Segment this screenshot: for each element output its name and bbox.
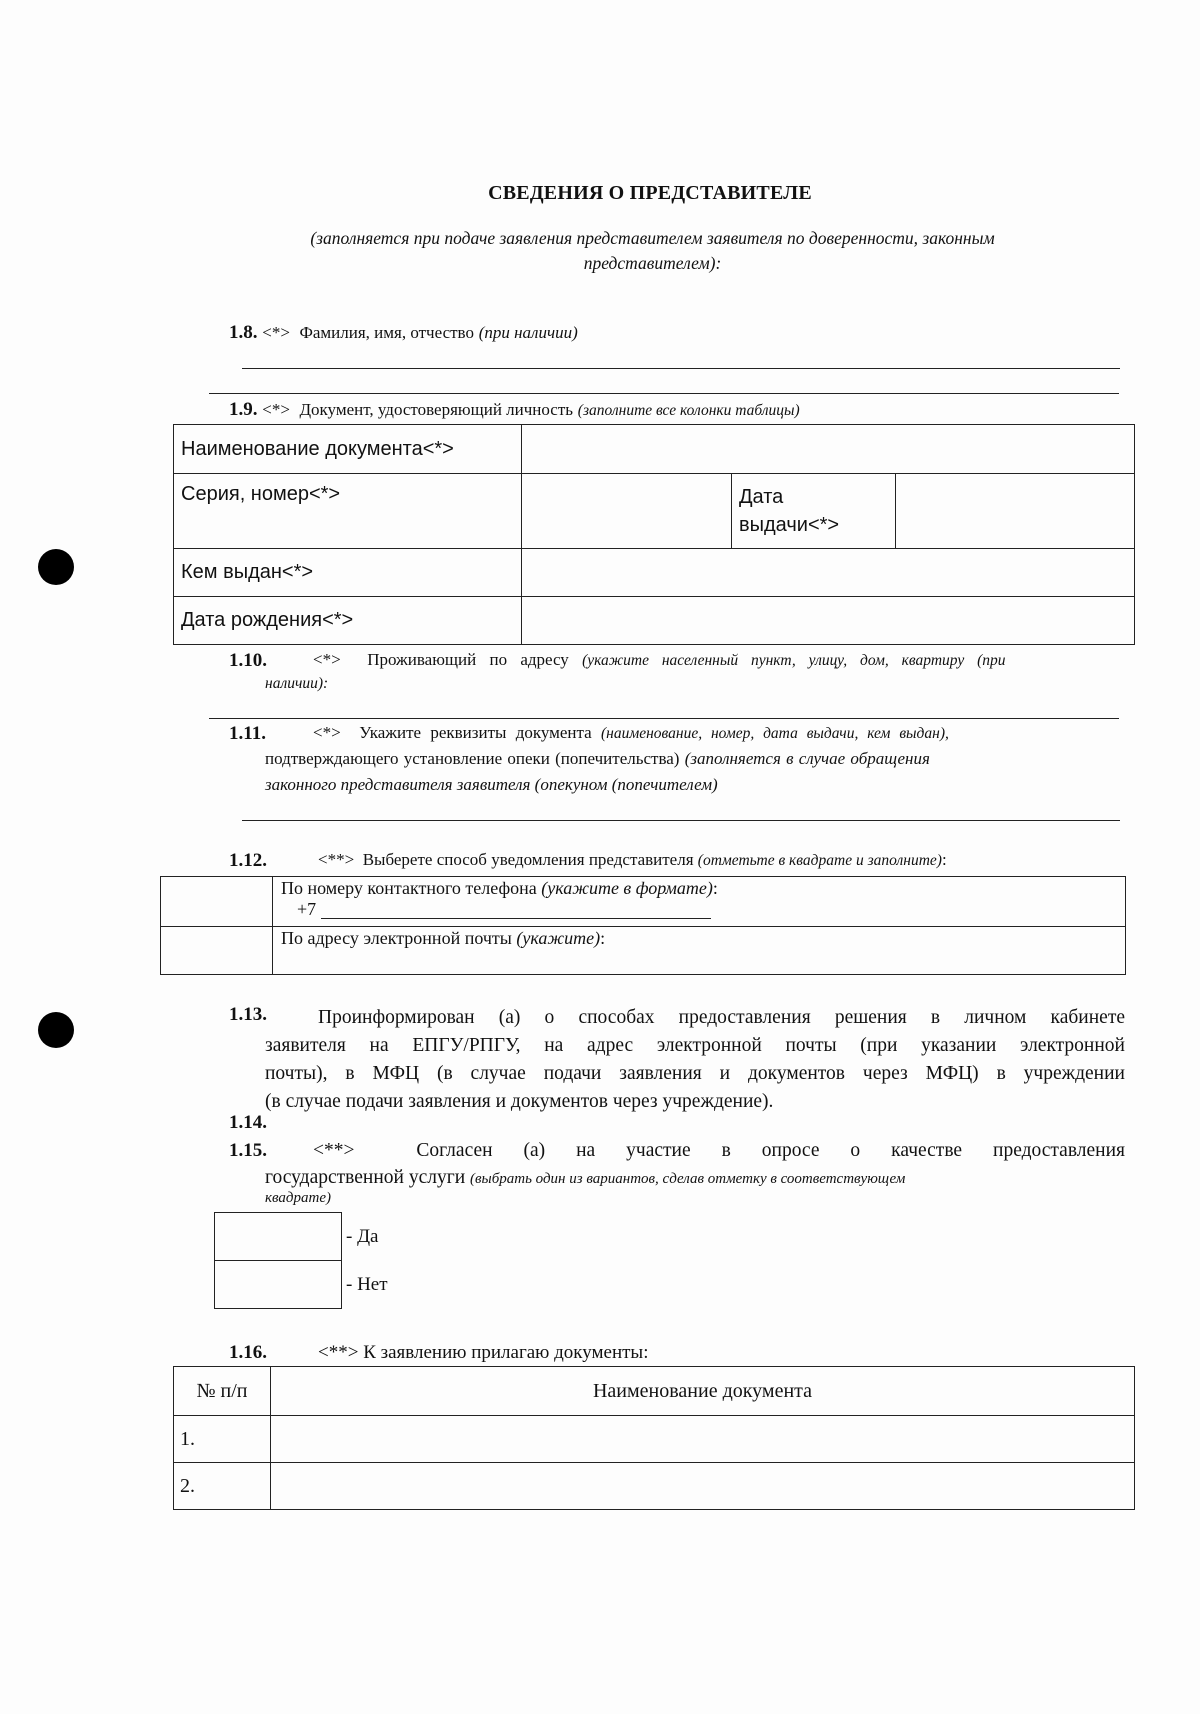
phone-prefix: +7: [297, 899, 317, 919]
survey-no-checkbox[interactable]: [214, 1260, 342, 1309]
survey-yes-label: - Да: [346, 1226, 379, 1247]
item-1-11-line1: <*> Укажите реквизиты документа (наименование, номер, дата выдачи, кем выдан),: [313, 723, 949, 742]
doc-name-field[interactable]: [522, 425, 1135, 474]
punch-hole-top: [38, 549, 74, 585]
row-number: 2.: [174, 1463, 271, 1510]
doc-name-label: Наименование документа<*>: [174, 425, 522, 474]
issue-date-label: Дата выдачи<*>: [732, 474, 896, 549]
col-header-name: Наименование документа: [271, 1367, 1135, 1416]
item-1-13-text: Проинформирован (а) о способах предоставления решения в личном кабинете заявителя на ЕПГУ/РПГУ, на адрес электронной почты (при указании электронной почты), в МФЦ (в случае подачи заявления и документов через МФЦ) в учреждении (в случае подачи заявления и документов через учреждение).: [265, 1007, 1125, 1112]
item-1-11-number: 1.11.: [229, 723, 266, 744]
row-document-name[interactable]: [271, 1463, 1135, 1510]
row-document-name[interactable]: [271, 1416, 1135, 1463]
phone-option: По номеру контактного телефона (укажите в формате): +7: [273, 877, 1126, 927]
issued-by-label: Кем выдан<*>: [174, 549, 522, 597]
item-1-10-note-cont: наличии):: [265, 675, 329, 692]
item-1-13-number: 1.13.: [229, 1004, 267, 1025]
email-option: По адресу электронной почты (укажите):: [273, 927, 1126, 975]
table-row: [174, 1463, 1135, 1510]
birth-date-field[interactable]: [522, 597, 1135, 645]
page-title: СВЕДЕНИЯ О ПРЕДСТАВИТЕЛЕ: [488, 182, 812, 204]
email-checkbox[interactable]: [161, 927, 273, 975]
guardianship-line: [242, 820, 1120, 821]
item-1-11-line2: подтверждающего установление опеки (попечительства) (заполняется в случае обращения: [265, 749, 930, 768]
item-1-15-line1: <**> Согласен (а) на участие в опросе о качестве предоставления: [313, 1140, 1126, 1161]
item-1-15-line2: государственной услуги (выбрать один из вариантов, сделав отметку в соответствующем: [265, 1167, 906, 1188]
punch-hole-bottom: [38, 1012, 74, 1048]
item-1-16-number: 1.16.: [229, 1342, 267, 1363]
fio-line-2: [209, 393, 1119, 394]
item-1-14-number: 1.14.: [229, 1112, 267, 1133]
item-1-9: 1.9. <*> Документ, удостоверяющий личность (заполните все колонки таблицы): [229, 399, 800, 420]
item-1-15-note-cont: квадрате): [265, 1190, 331, 1206]
issued-by-field[interactable]: [522, 549, 1135, 597]
issue-date-field[interactable]: [896, 474, 1135, 549]
phone-input-line[interactable]: [321, 902, 711, 919]
identity-document-table: [173, 424, 1135, 645]
item-1-10-text: <*> Проживающий по адресу (укажите населенный пункт, улицу, дом, квартиру (при: [313, 650, 1006, 669]
survey-yes-checkbox[interactable]: [214, 1212, 342, 1261]
address-line: [209, 718, 1119, 719]
item-1-12-number: 1.12.: [229, 850, 267, 871]
attached-documents-table: [173, 1366, 1135, 1510]
phone-checkbox[interactable]: [161, 877, 273, 927]
survey-no-label: - Нет: [346, 1274, 388, 1295]
birth-date-label: Дата рождения<*>: [174, 597, 522, 645]
series-number-label: Серия, номер<*>: [174, 474, 522, 549]
item-1-16-text: <**> К заявлению прилагаю документы:: [318, 1342, 649, 1363]
item-1-8: 1.8. <*> Фамилия, имя, отчество (при наличии): [229, 322, 578, 343]
row-number: 1.: [174, 1416, 271, 1463]
table-row: [174, 1416, 1135, 1463]
series-number-field[interactable]: [522, 474, 732, 549]
item-1-12-text: <**> Выберете способ уведомления представителя (отметьте в квадрате и заполните):: [318, 850, 947, 869]
page-subtitle: (заполняется при подаче заявления представителем заявителя по доверенности, законным представителем):: [310, 228, 995, 273]
col-header-number: № п/п: [174, 1367, 271, 1416]
item-1-15-number: 1.15.: [229, 1140, 267, 1161]
item-1-10-number: 1.10.: [229, 650, 267, 671]
item-1-11-line3: законного представителя заявителя (опекуном (попечителем): [265, 775, 718, 794]
notification-method-table: [160, 876, 1126, 975]
fio-line-1: [242, 368, 1120, 369]
